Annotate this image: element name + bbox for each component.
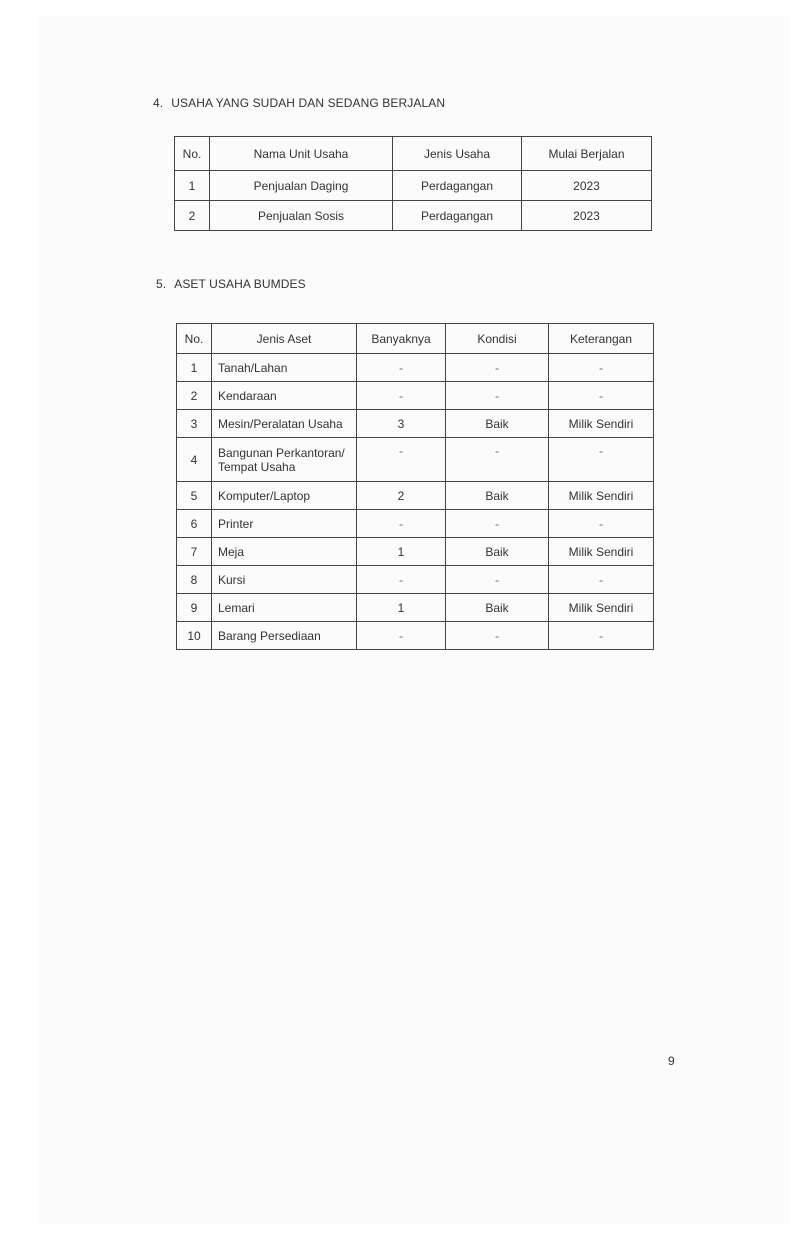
col-header-asset-type: Jenis Aset bbox=[212, 324, 357, 354]
cell-notes: Milik Sendiri bbox=[549, 594, 654, 622]
cell-asset-type: Kendaraan bbox=[212, 382, 357, 410]
col-header-notes: Keterangan bbox=[549, 324, 654, 354]
col-header-no: No. bbox=[177, 324, 212, 354]
cell-asset-type: Tanah/Lahan bbox=[212, 354, 357, 382]
table-row bbox=[177, 594, 654, 622]
cell-quantity: - bbox=[357, 382, 446, 410]
cell-condition: Baik bbox=[446, 410, 549, 438]
cell-asset-type: Lemari bbox=[212, 594, 357, 622]
cell-asset-type: Meja bbox=[212, 538, 357, 566]
cell-condition: - bbox=[446, 382, 549, 410]
table-row bbox=[177, 510, 654, 538]
cell-condition: - bbox=[446, 510, 549, 538]
cell-condition: - bbox=[446, 354, 549, 382]
cell-notes: - bbox=[549, 354, 654, 382]
cell-notes: - bbox=[549, 510, 654, 538]
cell-quantity: - bbox=[357, 510, 446, 538]
col-header-start-year: Mulai Berjalan bbox=[522, 137, 652, 171]
cell-condition: - bbox=[446, 566, 549, 594]
cell-quantity: 3 bbox=[357, 410, 446, 438]
table-row bbox=[175, 201, 652, 231]
cell-notes: Milik Sendiri bbox=[549, 482, 654, 510]
business-units-table bbox=[174, 136, 652, 231]
cell-asset-type: Mesin/Peralatan Usaha bbox=[212, 410, 357, 438]
cell-no: 2 bbox=[177, 382, 212, 410]
cell-unit-name: Penjualan Sosis bbox=[210, 201, 393, 231]
cell-condition: Baik bbox=[446, 538, 549, 566]
col-header-condition: Kondisi bbox=[446, 324, 549, 354]
table-row bbox=[175, 171, 652, 201]
cell-no: 5 bbox=[177, 482, 212, 510]
table-row bbox=[177, 622, 654, 650]
cell-condition: - bbox=[446, 622, 549, 650]
cell-business-type: Perdagangan bbox=[393, 201, 522, 231]
cell-start-year: 2023 bbox=[522, 201, 652, 231]
cell-quantity: 2 bbox=[357, 482, 446, 510]
assets-table bbox=[176, 323, 654, 650]
table-row bbox=[177, 382, 654, 410]
cell-no: 1 bbox=[177, 354, 212, 382]
cell-quantity: - bbox=[357, 566, 446, 594]
section-4-title: USAHA YANG SUDAH DAN SEDANG BERJALAN bbox=[171, 96, 446, 110]
cell-asset-type: Barang Persediaan bbox=[212, 622, 357, 650]
table-header-row bbox=[175, 137, 652, 171]
col-header-business-type: Jenis Usaha bbox=[393, 137, 522, 171]
section-4-heading bbox=[153, 96, 445, 110]
section-5-heading bbox=[156, 277, 306, 291]
table-row bbox=[177, 410, 654, 438]
col-header-no: No. bbox=[175, 137, 210, 171]
cell-asset-type: Printer bbox=[212, 510, 357, 538]
cell-no: 7 bbox=[177, 538, 212, 566]
cell-unit-name: Penjualan Daging bbox=[210, 171, 393, 201]
cell-quantity: - bbox=[357, 438, 446, 482]
table-row bbox=[177, 566, 654, 594]
table-row bbox=[177, 438, 654, 482]
cell-notes: - bbox=[549, 382, 654, 410]
cell-quantity: 1 bbox=[357, 594, 446, 622]
cell-asset-type: Kursi bbox=[212, 566, 357, 594]
cell-condition: - bbox=[446, 438, 549, 482]
cell-business-type: Perdagangan bbox=[393, 171, 522, 201]
cell-no: 1 bbox=[175, 171, 210, 201]
cell-notes: - bbox=[549, 622, 654, 650]
cell-notes: Milik Sendiri bbox=[549, 538, 654, 566]
cell-quantity: - bbox=[357, 622, 446, 650]
table-row bbox=[177, 482, 654, 510]
cell-notes: Milik Sendiri bbox=[549, 410, 654, 438]
section-5-title: ASET USAHA BUMDES bbox=[174, 277, 306, 291]
cell-quantity: - bbox=[357, 354, 446, 382]
page-number: 9 bbox=[668, 1054, 675, 1068]
table-header-row bbox=[177, 324, 654, 354]
cell-quantity: 1 bbox=[357, 538, 446, 566]
cell-notes: - bbox=[549, 566, 654, 594]
cell-no: 4 bbox=[177, 438, 212, 482]
cell-start-year: 2023 bbox=[522, 171, 652, 201]
cell-asset-type: Bangunan Perkantoran/ Tempat Usaha bbox=[212, 438, 357, 482]
cell-condition: Baik bbox=[446, 482, 549, 510]
col-header-unit-name: Nama Unit Usaha bbox=[210, 137, 393, 171]
cell-no: 2 bbox=[175, 201, 210, 231]
cell-no: 8 bbox=[177, 566, 212, 594]
cell-asset-type: Komputer/Laptop bbox=[212, 482, 357, 510]
cell-no: 10 bbox=[177, 622, 212, 650]
col-header-quantity: Banyaknya bbox=[357, 324, 446, 354]
cell-condition: Baik bbox=[446, 594, 549, 622]
table-row bbox=[177, 538, 654, 566]
section-4-number: 4. bbox=[153, 96, 164, 110]
cell-no: 9 bbox=[177, 594, 212, 622]
cell-no: 6 bbox=[177, 510, 212, 538]
table-row bbox=[177, 354, 654, 382]
cell-notes: - bbox=[549, 438, 654, 482]
section-5-number: 5. bbox=[156, 277, 167, 291]
cell-no: 3 bbox=[177, 410, 212, 438]
